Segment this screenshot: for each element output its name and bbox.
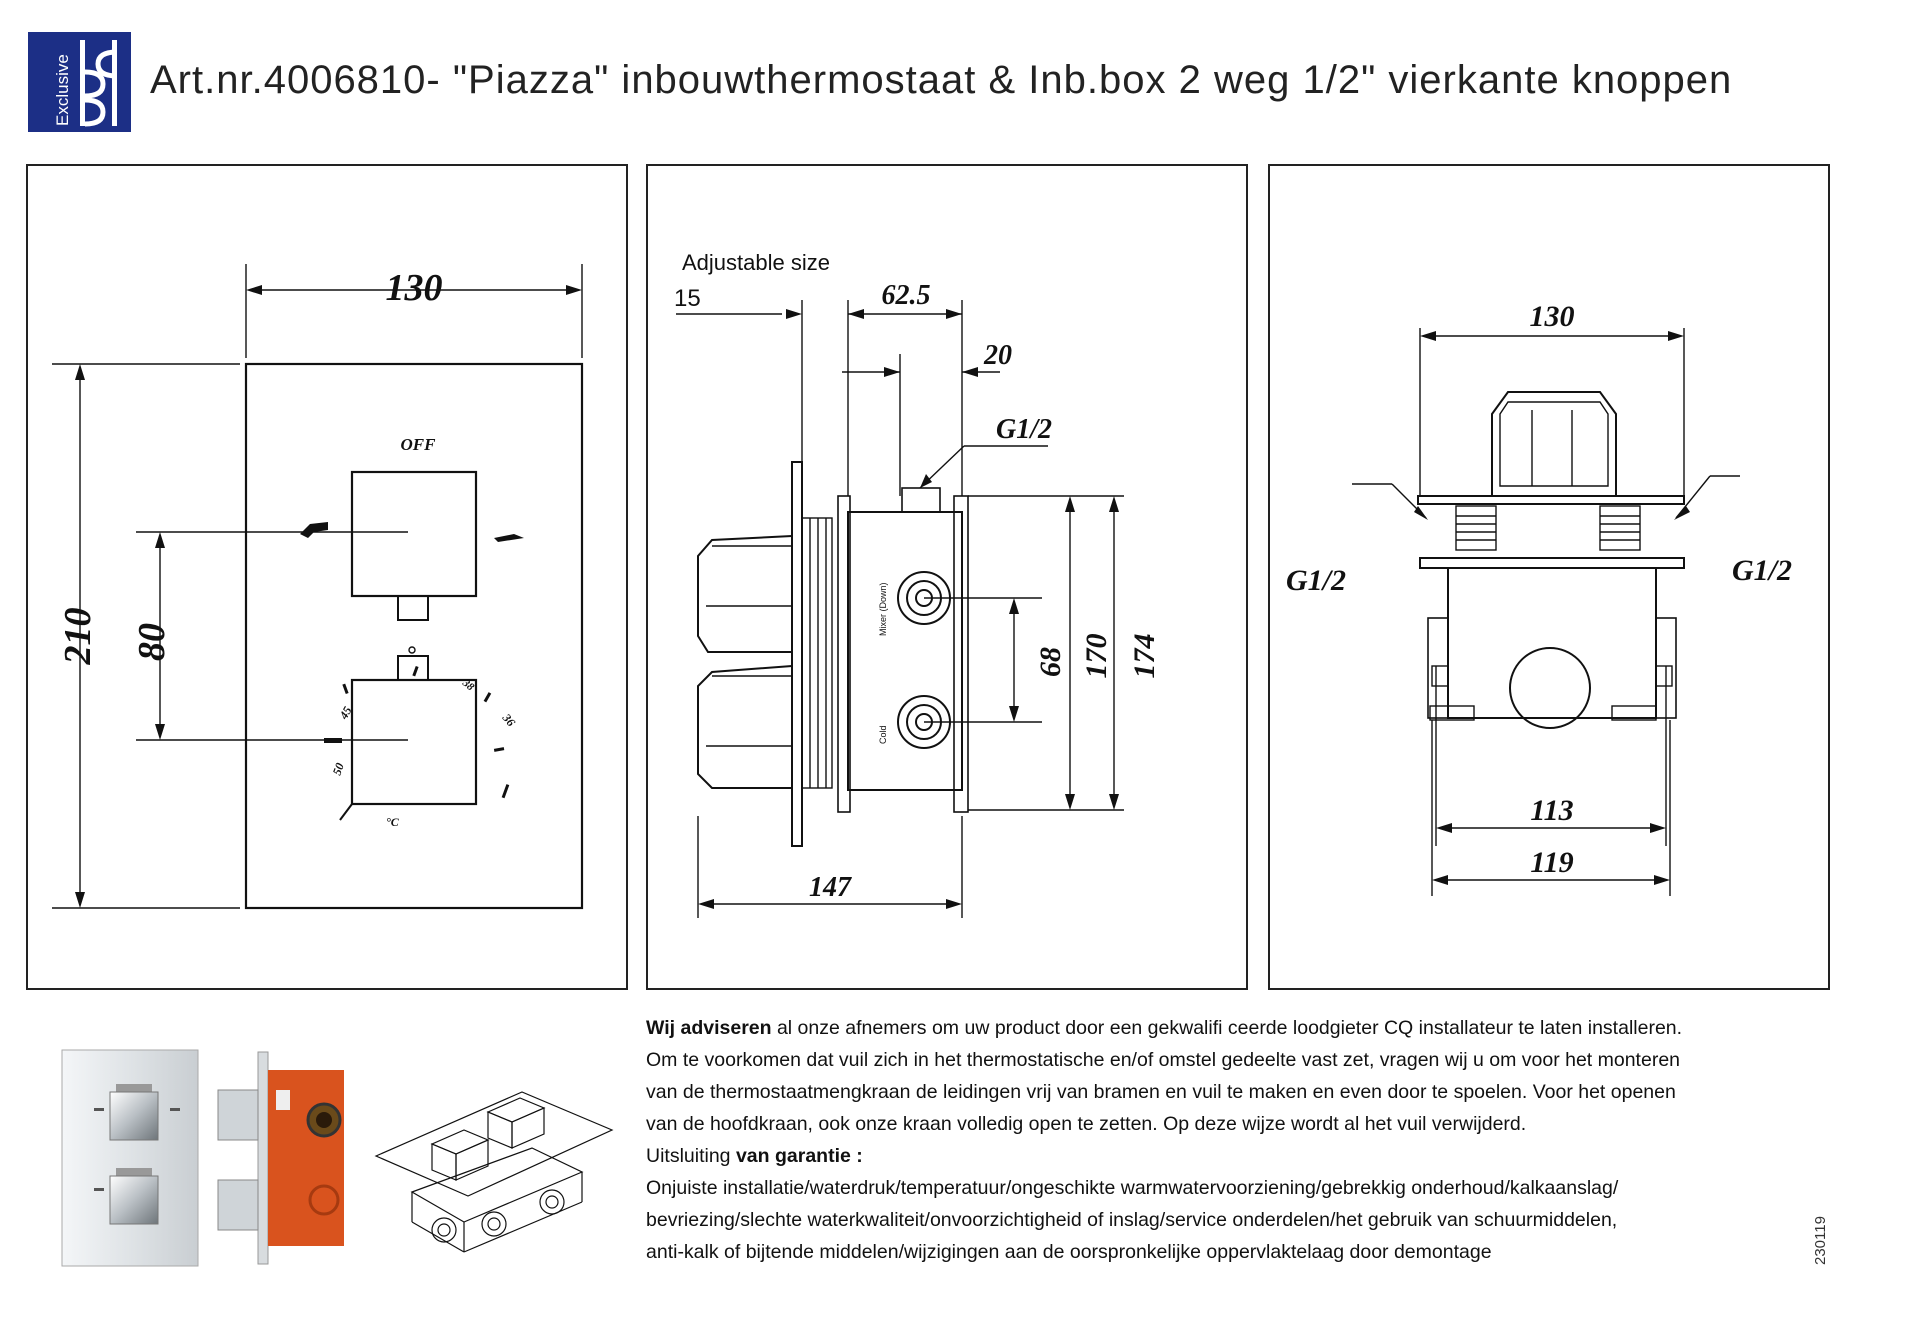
dim-119: 119 bbox=[1530, 846, 1574, 879]
notes-line-1: Wij adviseren al onze afnemers om uw product door een gekwalifi ceerde loodgieter CQ installateur te laten installeren. bbox=[646, 1017, 1683, 1039]
dim-170: 170 bbox=[1080, 633, 1113, 679]
svg-text:36: 36 bbox=[499, 710, 519, 730]
thread-label: G1/2 bbox=[996, 414, 1052, 445]
adjustable-size-label: Adjustable size bbox=[682, 250, 830, 275]
notes-line-3: van de thermostaatmengkraan de leidingen vrij van bramen en vuil te maken en even door te spoelen. Voor het openen bbox=[646, 1081, 1676, 1103]
logo-text: Exclusive bbox=[53, 54, 72, 126]
page-title: Art.nr.4006810- "Piazza" inbouwthermostaat & Inb.box 2 weg 1/2" vierkante knoppen bbox=[150, 58, 1733, 102]
dim-147: 147 bbox=[809, 872, 851, 903]
installation-notes bbox=[646, 1012, 1901, 1268]
dim-113: 113 bbox=[1530, 794, 1574, 827]
brand-logo bbox=[28, 32, 131, 132]
thread-right-label: G1/2 bbox=[1732, 554, 1792, 587]
top-width-label: 130 bbox=[1529, 300, 1575, 333]
warranty-heading: Uitsluiting van garantie : bbox=[646, 1145, 863, 1167]
front-width-label: 130 bbox=[385, 267, 443, 309]
photo-front-plate bbox=[60, 1048, 200, 1268]
notes-line-7: bevriezing/slechte waterkwaliteit/onvoorzichtigheid of inslag/service onderdelen/het gebruik van schuurmiddelen, bbox=[646, 1209, 1618, 1231]
svg-text:50: 50 bbox=[329, 760, 347, 778]
dim-15: 15 bbox=[674, 285, 701, 312]
notes-line-4: van de hoofdkraan, ook onze kraan volledig open te zetten. Op deze wijze wordt al het vuil verwijderd. bbox=[646, 1113, 1527, 1135]
svg-text:°C: °C bbox=[386, 815, 399, 829]
dim-174: 174 bbox=[1128, 633, 1161, 679]
thread-left-label: G1/2 bbox=[1286, 564, 1346, 597]
svg-text:45: 45 bbox=[336, 704, 355, 722]
document-code: 230119 bbox=[1812, 1216, 1829, 1265]
notes-line-6: Onjuiste installatie/waterdruk/temperatuur/ongeschikte warmwatervoorziening/gebrekkig onderhoud/kalkaanslag/ bbox=[646, 1177, 1619, 1199]
svg-text:38: 38 bbox=[460, 677, 477, 694]
dim-68: 68 bbox=[1034, 647, 1067, 677]
dim-20: 20 bbox=[984, 340, 1012, 371]
top-view-panel bbox=[1268, 164, 1830, 990]
notes-line-2: Om te voorkomen dat vuil zich in het thermostatische en/of omstel gedeelte vast zet, vragen wij u om voor het monteren bbox=[646, 1049, 1681, 1071]
front-height-label: 210 bbox=[57, 607, 99, 665]
dim-62-5: 62.5 bbox=[881, 280, 931, 311]
side-view-panel bbox=[646, 164, 1248, 990]
photo-side-box bbox=[214, 1050, 350, 1266]
photo-exploded-drawing bbox=[372, 1052, 616, 1262]
front-view-panel bbox=[26, 164, 628, 990]
off-label: OFF bbox=[400, 435, 436, 454]
handle-spacing-label: 80 bbox=[131, 623, 173, 661]
port-cold-label: Cold bbox=[878, 725, 888, 744]
port-mixer-label: Mixer (Down) bbox=[878, 582, 888, 636]
notes-line-8: anti-kalk of bijtende middelen/wijzigingen aan de oorspronkelijke oppervlaktelaag door demontage bbox=[646, 1241, 1492, 1263]
